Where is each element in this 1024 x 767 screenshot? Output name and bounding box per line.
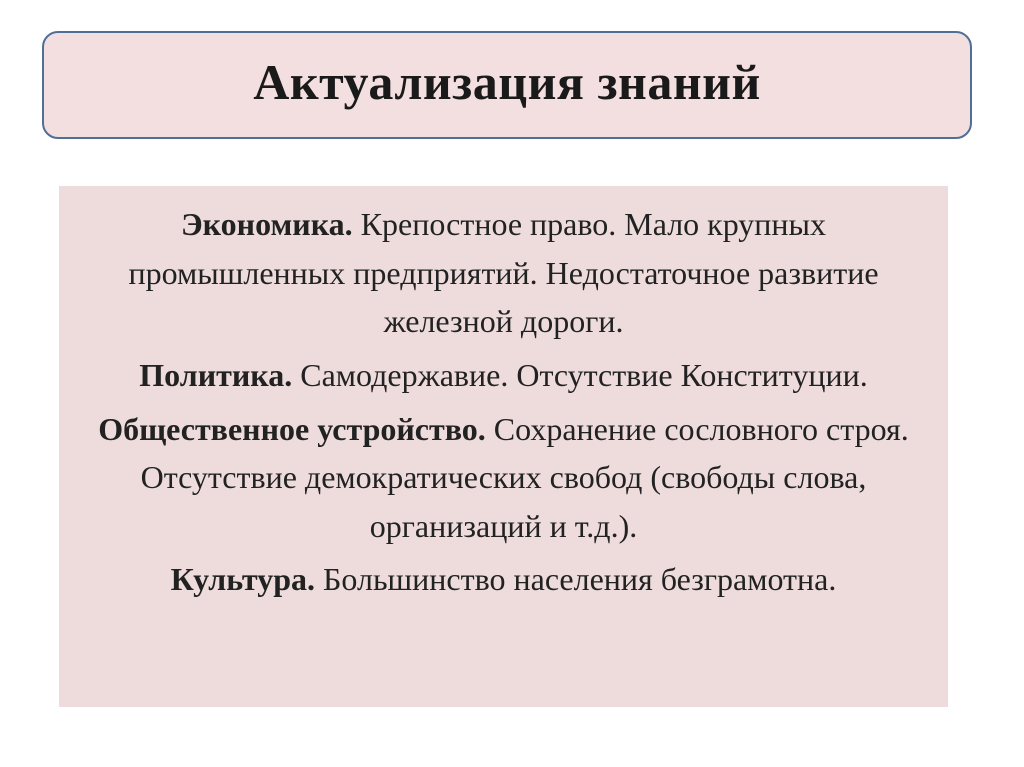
paragraph-heading-society: Общественное устройство. <box>98 410 486 447</box>
paragraph-text-politics: Самодержавие. Отсутствие Конституции. <box>300 356 868 393</box>
title-banner <box>42 31 972 139</box>
paragraph-society <box>79 405 928 551</box>
paragraph-text-society: Сохранение сословного строя. Отсутствие демократических свобод (свободы слова, организаций и т.д.). <box>140 410 909 544</box>
paragraph-heading-culture: Культура. <box>170 561 316 598</box>
slide-title: Актуализация знаний <box>253 54 761 110</box>
content-panel <box>59 186 948 707</box>
paragraph-politics <box>79 351 928 400</box>
paragraph-economy <box>79 200 928 346</box>
paragraph-culture <box>79 555 928 604</box>
paragraph-text-economy: Крепостное право. Мало крупных промышленных предприятий. Недостаточное развитие железной дороги. <box>128 206 879 340</box>
paragraph-heading-politics: Политика. <box>139 356 293 393</box>
paragraph-text-culture: Большинство населения безграмотна. <box>323 561 837 598</box>
paragraph-heading-economy: Экономика. <box>180 206 353 242</box>
